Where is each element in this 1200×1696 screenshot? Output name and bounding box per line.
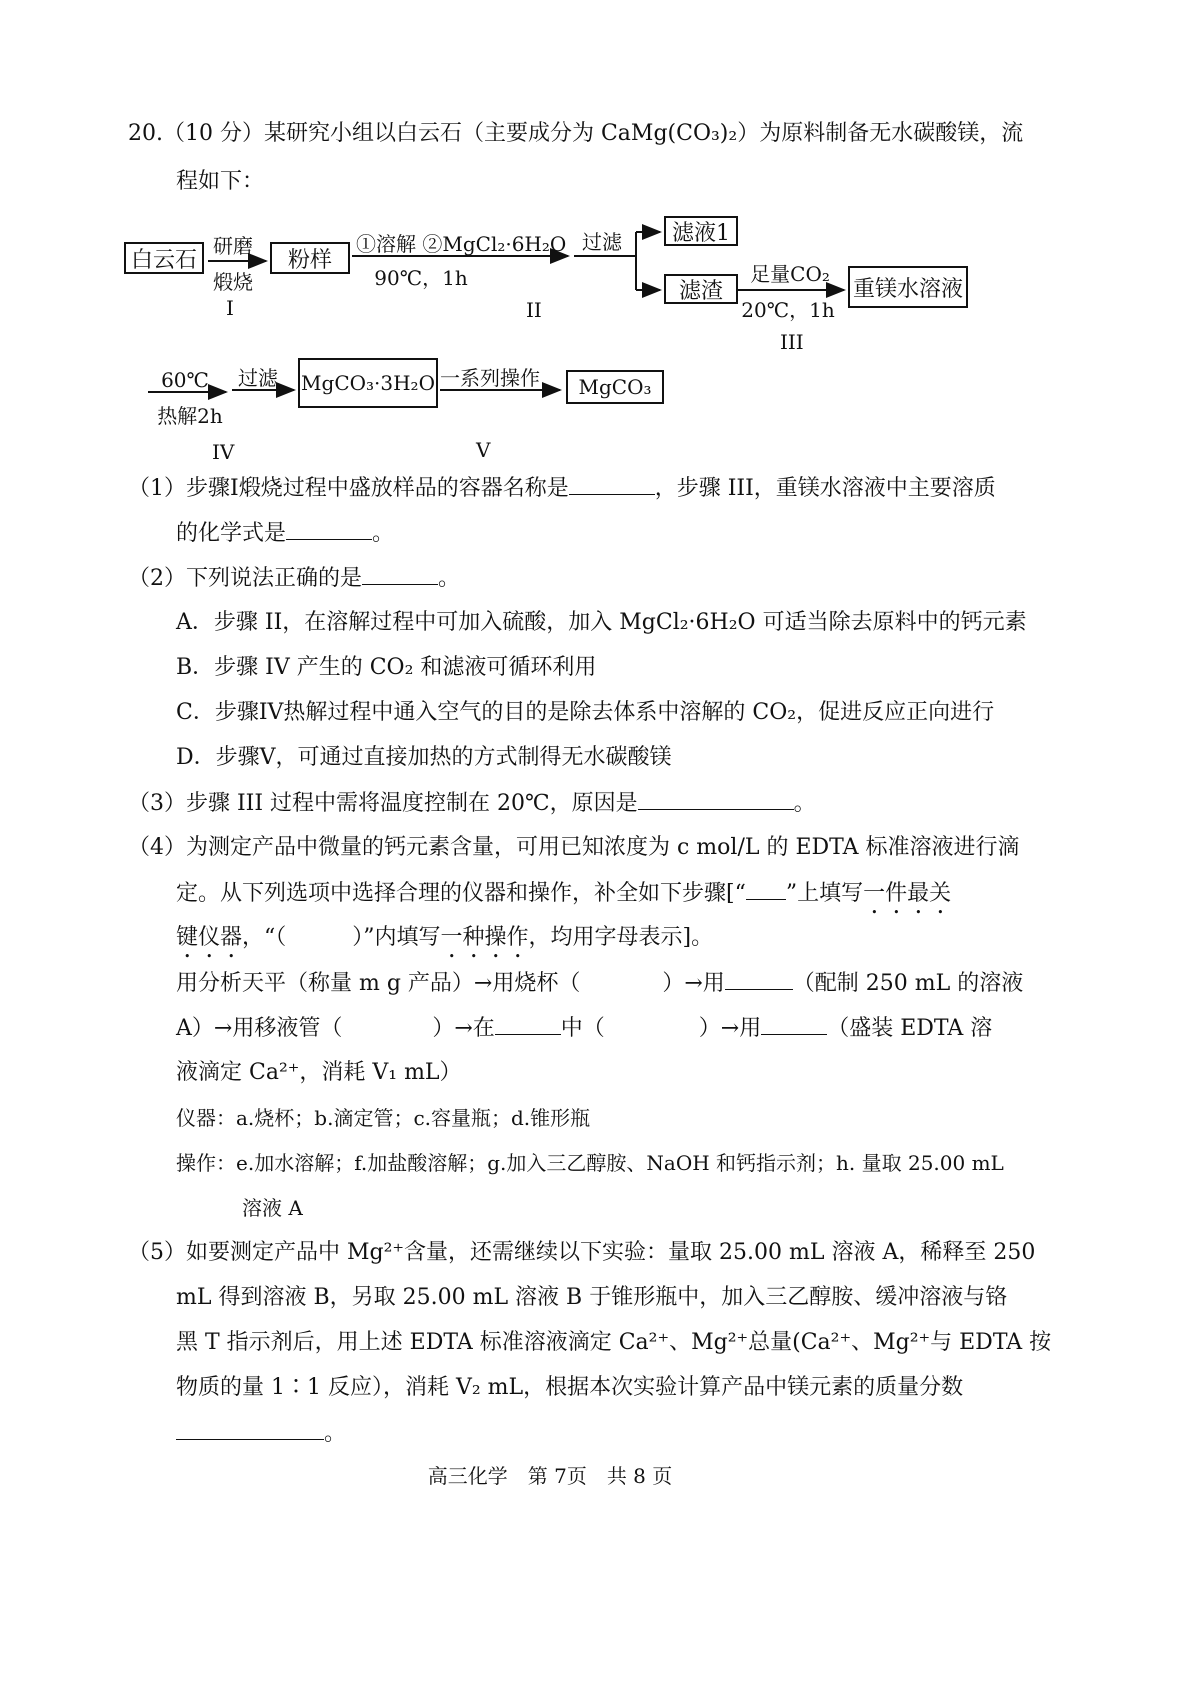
label-filter1: 过滤 (582, 230, 622, 254)
label-dissolve: ①溶解 ②MgCl₂·6H₂O (356, 232, 567, 256)
label-90c-1h: 90℃，1h (374, 266, 468, 290)
box-residue: 滤渣 (664, 274, 738, 304)
q3-line: （3）步骤 III 过程中需将温度控制在 20℃，原因是 。 (128, 787, 816, 820)
box-mg-bicarbonate-solution: 重镁水溶液 (848, 266, 968, 308)
q4-line4: 用分析天平（称量 m g 产品）→用烧杯（ ）→用 （配制 250 mL 的溶液 (176, 967, 1023, 1000)
box-filtrate1: 滤液1 (664, 216, 738, 246)
label-pyrolysis-2h: 热解2h (157, 404, 223, 428)
q5-blank[interactable] (176, 1417, 324, 1440)
q5-line1: （5）如要测定产品中 Mg²⁺含量，还需继续以下实验：量取 25.00 mL 溶液 A，稀释至 250 (128, 1240, 1036, 1265)
step-label-ii: II (526, 298, 542, 322)
label-20c-1h: 20℃，1h (741, 298, 835, 322)
q2-option-a: A．步骤 II，在溶解过程中可加入硫酸，加入 MgCl₂·6H₂O 可适当除去原料中的钙元素 (176, 610, 1027, 635)
q4-instruction-blank (746, 877, 786, 900)
q4-blank-1[interactable] (725, 967, 793, 990)
box-mgco3-trihydrate: MgCO₃·3H₂O (298, 358, 438, 408)
q4-line6: 液滴定 Ca²⁺，消耗 V₁ mL） (176, 1060, 462, 1085)
label-grind: 研磨 (213, 234, 253, 258)
step-label-i: I (226, 296, 234, 320)
q1-line2: 的化学式是 。 (176, 517, 394, 550)
step-label-iii: III (780, 330, 804, 354)
q4-blank-3[interactable] (761, 1012, 827, 1035)
q4-line1: （4）为测定产品中微量的钙元素含量，可用已知浓度为 c mol/L 的 EDTA 标准溶液进行滴 (128, 835, 1020, 860)
label-60c: 60℃ (161, 368, 209, 392)
q3-blank[interactable] (638, 787, 794, 810)
q2-stem: （2）下列说法正确的是 。 (128, 562, 460, 595)
q2-option-c: C．步骤IV热解过程中通入空气的目的是除去体系中溶解的 CO₂，促进反应正向进行 (176, 700, 995, 725)
q1-line1: （1）步骤I煅烧过程中盛放样品的容器名称是 ，步骤 III，重镁水溶液中主要溶质 (128, 472, 996, 505)
q4-line3: 键仪器，“（ ）”内填写一种操作，均用字母表示]。 (176, 925, 714, 950)
label-filter2: 过滤 (238, 366, 278, 390)
q5-line4: 物质的量 1∶1 反应），消耗 V₂ mL，根据本次实验计算产品中镁元素的质量分数 (176, 1375, 964, 1400)
label-series-operations: 一系列操作 (440, 366, 540, 390)
q1-blank-formula[interactable] (286, 517, 372, 540)
q2-option-d: D．步骤V，可通过直接加热的方式制得无水碳酸镁 (176, 745, 672, 770)
question-intro-line1: 20.（10 分）某研究小组以白云石（主要成分为 CaMg(CO₃)₂）为原料制备无水碳酸镁，流 (128, 121, 1024, 146)
q4-line5: A）→用移液管（ ）→在 中（ ）→用 （盛装 EDTA 溶 (176, 1012, 992, 1045)
q5-line5: 。 (176, 1417, 346, 1450)
q4-instruments: 仪器：a.烧杯；b.滴定管；c.容量瓶；d.锥形瓶 (176, 1106, 591, 1130)
q2-blank[interactable] (362, 562, 438, 585)
q4-operations-line1: 操作：e.加水溶解；f.加盐酸溶解；g.加入三乙醇胺、NaOH 和钙指示剂；h. 量取 25.00 mL (176, 1151, 1004, 1175)
q4-line2: 定。从下列选项中选择合理的仪器和操作，补全如下步骤[“ ”上填写一件最关 (176, 877, 951, 919)
step-label-v: V (476, 438, 491, 462)
box-mgco3: MgCO₃ (566, 370, 664, 404)
page-footer: 高三化学 第 7页 共 8 页 (427, 1464, 673, 1488)
q5-line2: mL 得到溶液 B，另取 25.00 mL 溶液 B 于锥形瓶中，加入三乙醇胺、缓冲溶液与铬 (176, 1285, 1008, 1310)
q2-option-b: B．步骤 IV 产生的 CO₂ 和滤液可循环利用 (176, 655, 597, 680)
label-excess-co2: 足量CO₂ (750, 262, 830, 286)
q1-blank-container[interactable] (569, 472, 655, 495)
question-intro-line2: 程如下： (176, 169, 265, 194)
q4-operations-line2: 溶液 A (242, 1196, 303, 1220)
label-calcine: 煅烧 (213, 270, 253, 294)
step-label-iv: IV (212, 440, 235, 464)
box-dolomite: 白云石 (124, 242, 204, 274)
q5-line3: 黑 T 指示剂后，用上述 EDTA 标准溶液滴定 Ca²⁺、Mg²⁺总量(Ca²⁺、Mg²⁺与 EDTA 按 (176, 1330, 1052, 1355)
box-powder: 粉样 (270, 242, 350, 274)
q4-blank-2[interactable] (495, 1012, 561, 1035)
